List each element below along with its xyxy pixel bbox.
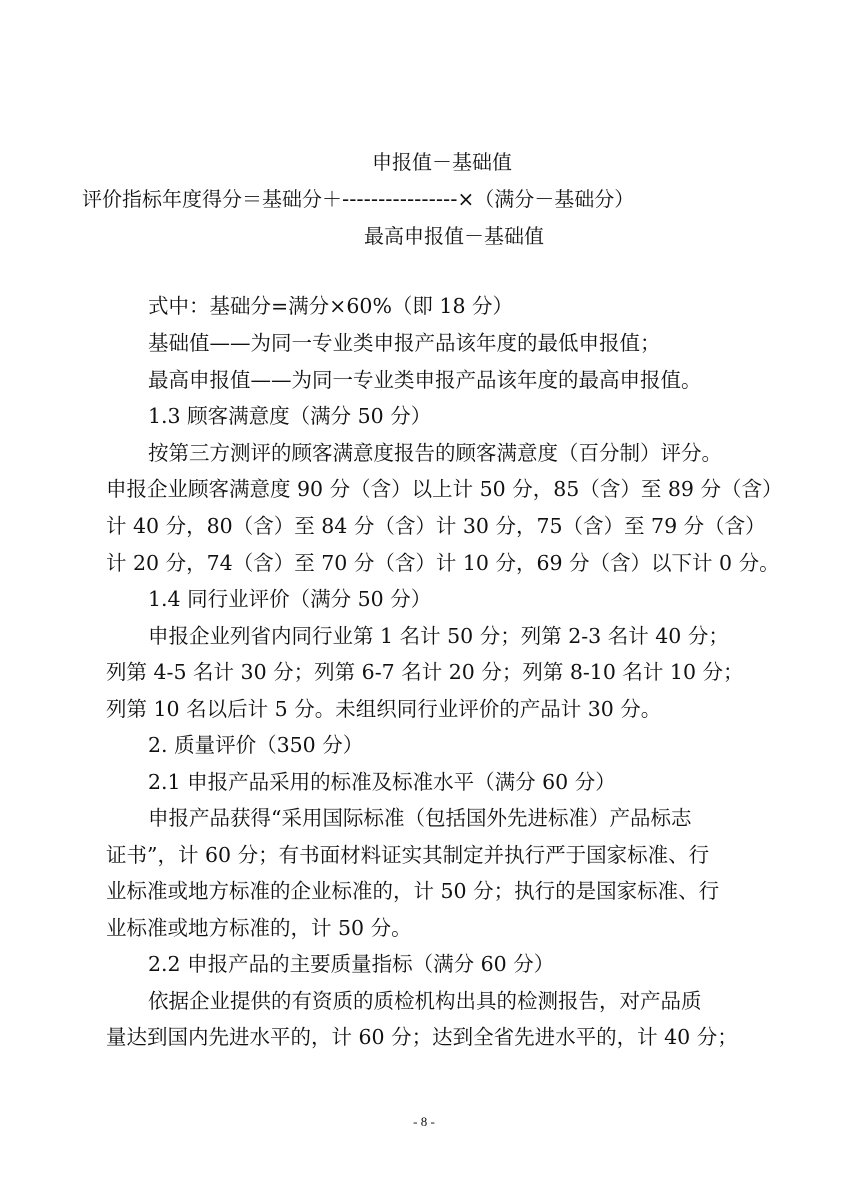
body-line: 列第 4-5 名计 30 分；列第 6-7 名计 20 分；列第 8-10 名计 10 分；	[106, 660, 744, 684]
section-heading: 1.3 顾客满意度（满分 50 分）	[148, 404, 432, 428]
section-heading: 1.4 同行业评价（满分 50 分）	[148, 587, 432, 611]
body-line: 量达到国内先进水平的，计 60 分；达到全省先进水平的，计 40 分；	[106, 1025, 738, 1049]
body-line: 业标准或地方标准的，计 50 分。	[106, 916, 412, 940]
section-heading: 2.1 申报产品采用的标准及标准水平（满分 60 分）	[148, 770, 616, 794]
formula-numerator: 申报值－基础值	[372, 150, 512, 174]
body-line: 式中：基础分=满分×60%（即 18 分）	[148, 294, 514, 318]
body-line: 申报企业顾客满意度 90 分（含）以上计 50 分，85（含）至 89 分（含）	[106, 477, 783, 501]
body-line: 证书”，计 60 分；有书面材料证实其制定并执行严于国家标准、行	[106, 843, 710, 867]
body-line: 申报产品获得“采用国际标准（包括国外先进标准）产品标志	[148, 806, 692, 830]
formula-denominator: 最高申报值－基础值	[364, 224, 544, 248]
formula-main-line: 评价指标年度得分＝基础分＋----------------×（满分－基础分）	[82, 187, 635, 211]
body-line: 申报企业列省内同行业第 1 名计 50 分；列第 2-3 名计 40 分；	[148, 624, 729, 648]
body-line: 最高申报值——为同一专业类申报产品该年度的最高申报值。	[148, 368, 702, 392]
section-heading: 2. 质量评价（350 分）	[148, 733, 364, 757]
body-line: 基础值——为同一专业类申报产品该年度的最低申报值；	[148, 331, 661, 355]
body-line: 计 20 分，74（含）至 70 分（含）计 10 分，69 分（含）以下计 0 分。	[106, 551, 780, 575]
section-heading: 2.2 申报产品的主要质量指标（满分 60 分）	[148, 952, 555, 976]
page-number: - 8 -	[413, 1114, 435, 1129]
body-line: 依据企业提供的有资质的质检机构出具的检测报告，对产品质	[148, 989, 702, 1013]
body-line: 按第三方测评的顾客满意度报告的顾客满意度（百分制）评分。	[148, 441, 722, 465]
body-line: 计 40 分，80（含）至 84 分（含）计 30 分，75（含）至 79 分（含）	[106, 514, 766, 538]
body-line: 业标准或地方标准的企业标准的，计 50 分；执行的是国家标准、行	[106, 879, 720, 903]
body-line: 列第 10 名以后计 5 分。未组织同行业评价的产品计 30 分。	[106, 697, 662, 721]
